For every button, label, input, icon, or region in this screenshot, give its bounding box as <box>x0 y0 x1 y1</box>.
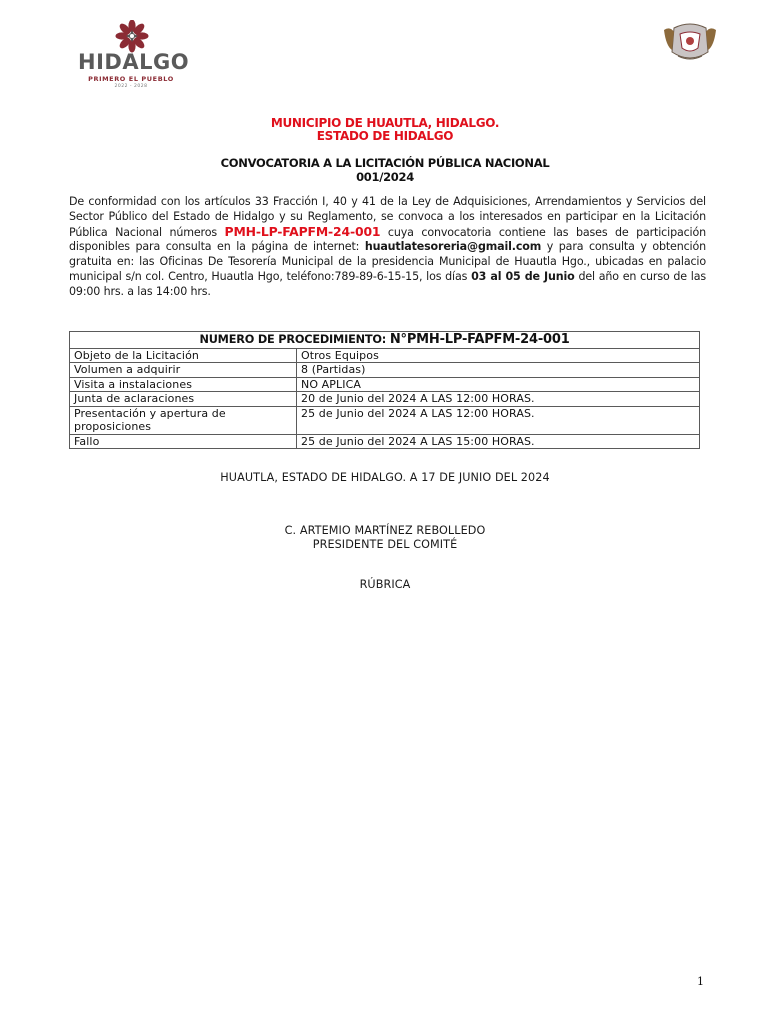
row-label: Volumen a adquirir <box>70 363 297 378</box>
row-value: Otros Equipos <box>297 348 700 363</box>
place-date: HUAUTLA, ESTADO DE HIDALGO. A 17 DE JUNIO DEL 2024 <box>220 471 550 484</box>
hidalgo-logo <box>78 18 190 89</box>
contact-email: huautlatesoreria@gmail.com <box>364 240 542 254</box>
table-row <box>70 348 700 363</box>
row-label: Fallo <box>70 434 297 449</box>
row-value: NO APLICA <box>297 377 700 392</box>
row-value: 25 de Junio del 2024 A LAS 12:00 HORAS. <box>297 406 700 434</box>
table-row <box>70 406 700 434</box>
table-row <box>70 392 700 407</box>
procedure-code: PMH-LP-FAPFM-24-001 <box>224 223 381 239</box>
body-text-2: cuya convocatoria contiene las bases de participación disponibles para consulta en la página de internet: <box>69 225 707 254</box>
table-header-label: NUMERO DE PROCEDIMIENTO: <box>199 333 390 346</box>
municipal-seal-icon <box>660 22 720 66</box>
consultation-dates: 03 al 05 de Junio <box>471 269 575 283</box>
title-convocatoria: CONVOCATORIA A LA LICITACIÓN PÚBLICA NACIONAL <box>220 156 550 170</box>
municipal-seal-logo <box>660 22 720 78</box>
title-state: ESTADO DE HIDALGO <box>316 129 454 143</box>
table-header-value: N°PMH-LP-FAPFM-24-001 <box>389 332 570 347</box>
row-label: Presentación y apertura de proposiciones <box>70 406 297 434</box>
body-text-4: del año en curso de las 09:00 hrs. a las 14:00 hrs. <box>69 269 706 298</box>
brand-years: 2022 - 2028 <box>114 84 148 89</box>
row-value: 20 de Junio del 2024 A LAS 12:00 HORAS. <box>297 392 700 407</box>
body-text-3: y para consulta y obtención gratuita en: las Oficinas De Tesorería Municipal de la presidencia Municipal de Huautla Hgo., ubicadas en palacio municipal s/n col. Centro, Huautla Hgo, teléfono:789-89-6-15-15, los días <box>69 240 707 283</box>
row-label: Visita a instalaciones <box>70 377 297 392</box>
row-label: Objeto de la Licitación <box>70 348 297 363</box>
table-row <box>70 377 700 392</box>
table-header <box>70 332 700 349</box>
row-value: 25 de Junio del 2024 A LAS 15:00 HORAS. <box>297 434 700 449</box>
flower-emblem-icon <box>112 20 152 54</box>
body-text-1: De conformidad con los artículos 33 Fracción I, 40 y 41 de la Ley de Adquisiciones, Arrendamientos y Servicios del Sector Público del Estado de Hidalgo y su Reglamento, se convoca a los interesados en participar en la Licitación Pública Nacional números <box>69 195 706 239</box>
signer-role: PRESIDENTE DEL COMITÉ <box>312 538 458 551</box>
row-value: 8 (Partidas) <box>297 363 700 378</box>
title-number: 001/2024 <box>356 170 414 184</box>
title-municipality: MUNICIPIO DE HUAUTLA, HIDALGO. <box>270 116 500 130</box>
table-row <box>70 434 700 449</box>
row-label: Junta de aclaraciones <box>70 392 297 407</box>
table-row <box>70 363 700 378</box>
procedure-table <box>69 331 700 449</box>
signer-name: C. ARTEMIO MARTÍNEZ REBOLLEDO <box>284 524 486 537</box>
brand-tagline: PRIMERO EL PUEBLO <box>88 75 174 83</box>
page-number: 1 <box>697 975 704 988</box>
rubrica: RÚBRICA <box>359 578 411 591</box>
brand-name: HIDALGO <box>78 50 190 74</box>
table-header-row <box>70 332 700 349</box>
body-paragraph <box>69 195 706 300</box>
